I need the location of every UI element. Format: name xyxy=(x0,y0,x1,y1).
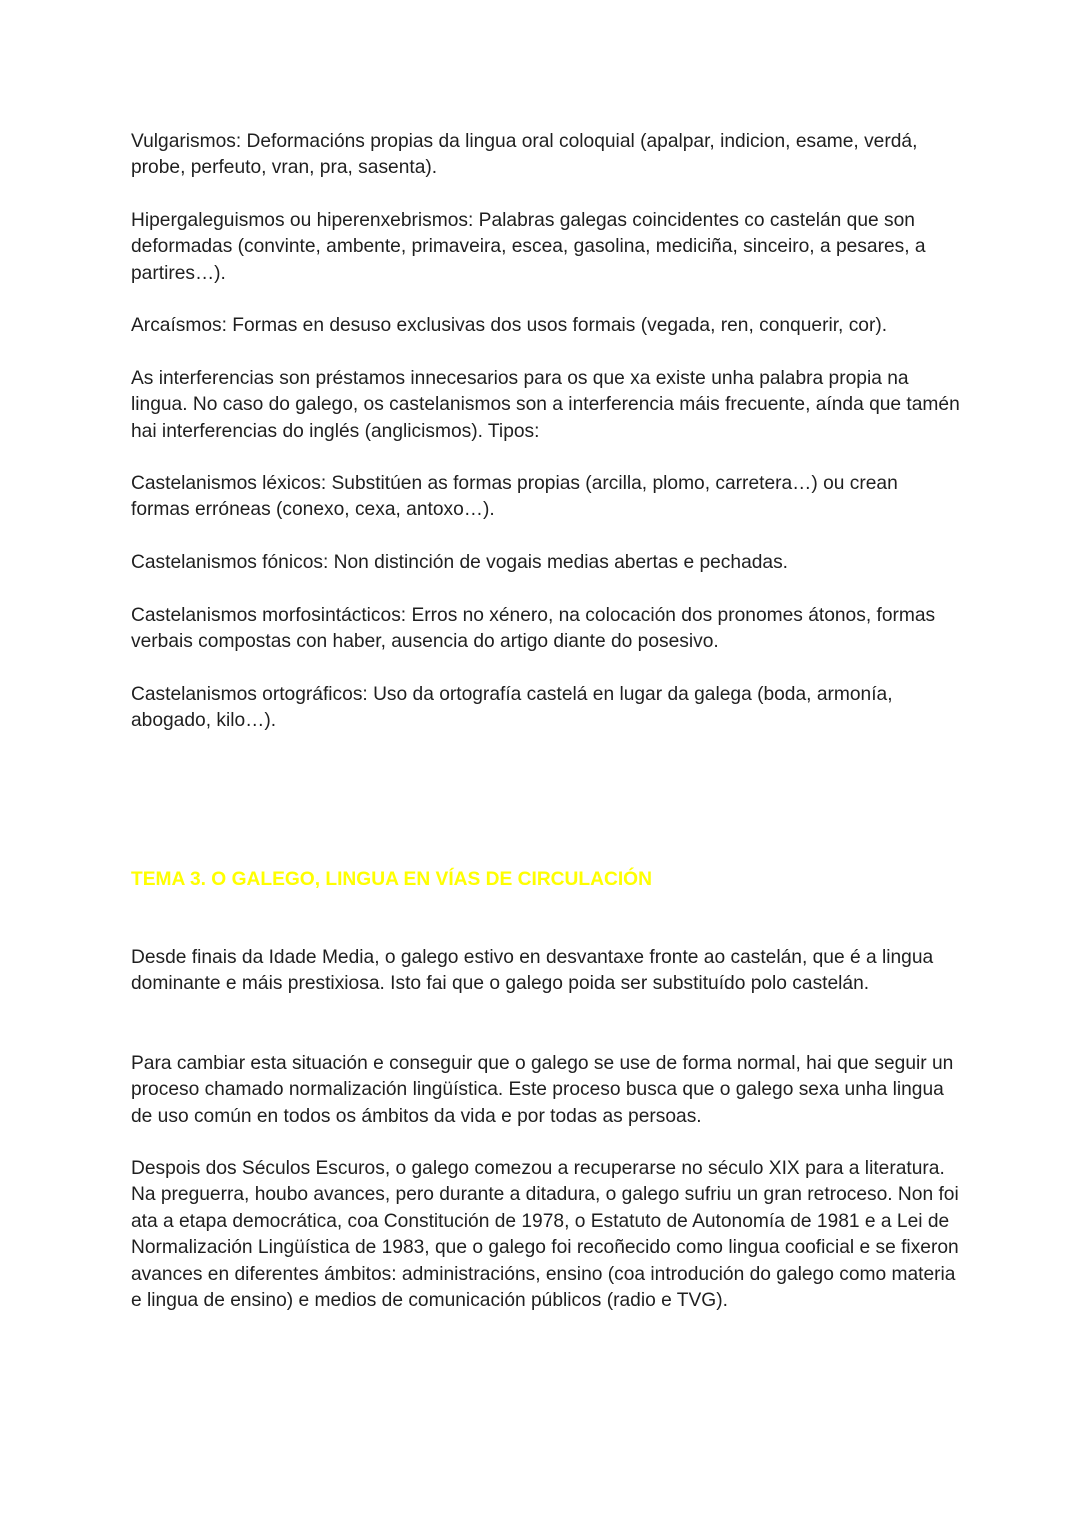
paragraph-interferencias: As interferencias son préstamos innecesarios para os que xa existe unha palabra propia na lingua. No caso do galego, os castelanismos son a interferencia máis frecuente, aínda que tamén hai interferencias do inglés (anglicismos). Tipos: xyxy=(131,368,960,442)
paragraph-vulgarismos: Vulgarismos: Deformacións propias da lingua oral coloquial (apalpar, indicion, esame, verdá, probe, perfeuto, vran, pra, sasenta). xyxy=(131,131,918,179)
paragraph-idade-media: Desde finais da Idade Media, o galego estivo en desvantaxe fronte ao castelán, que é a lingua dominante e máis prestixiosa. Isto fai que o galego poida ser substituído polo castelán. xyxy=(131,947,934,995)
paragraph-castelanismos-fonicos: Castelanismos fónicos: Non distinción de vogais medias abertas e pechadas. xyxy=(131,552,789,573)
paragraph-arcaismos: Arcaísmos: Formas en desuso exclusivas dos usos formais (vegada, ren, conquerir, cor). xyxy=(131,315,888,336)
section-heading-tema-3: TEMA 3. O GALEGO, LINGUA EN VÍAS DE CIRCULACIÓN xyxy=(131,869,652,890)
paragraph-castelanismos-lexicos: Castelanismos léxicos: Substitúen as formas propias (arcilla, plomo, carretera…) ou crean formas erróneas (conexo, cexa, antoxo…). xyxy=(131,473,898,521)
paragraph-hipergaleguismos: Hipergaleguismos ou hiperenxebrismos: Palabras galegas coincidentes co castelán que son deformadas (convinte, ambente, primaveira, escea, gasolina, mediciña, sinceiro, a pesares, a partires…). xyxy=(131,210,926,284)
paragraph-castelanismos-morfosintacticos: Castelanismos morfosintácticos: Erros no xénero, na colocación dos pronomes átonos, formas verbais compostas con haber, ausencia do artigo diante do posesivo. xyxy=(131,605,936,653)
paragraph-castelanismos-ortograficos: Castelanismos ortográficos: Uso da ortografía castelá en lugar da galega (boda, armonía, abogado, kilo…). xyxy=(131,684,893,732)
paragraph-normalizacion: Para cambiar esta situación e conseguir que o galego se use de forma normal, hai que seguir un proceso chamado normalización lingüística. Este proceso busca que o galego sexa unha lingua de uso común en todos os ámbitos da vida e por todas as persoas. xyxy=(131,1053,954,1127)
paragraph-seculos-escuros: Despois dos Séculos Escuros, o galego comezou a recuperarse no século XIX para a literatura. Na preguerra, houbo avances, pero durante a ditadura, o galego sufriu un gran retroceso. Non foi ata a etapa democrática, coa Constitución de 1978, o Estatuto de Autonomía de 1981 e a Lei de Normalización Lingüística de 1983, que o galego foi recoñecido como lingua cooficial e se fixeron avances en diferentes ámbitos: administracións, ensino (coa introdución do galego como materia e lingua de ensino) e medios de comunicación públicos (radio e TVG). xyxy=(131,1158,959,1312)
